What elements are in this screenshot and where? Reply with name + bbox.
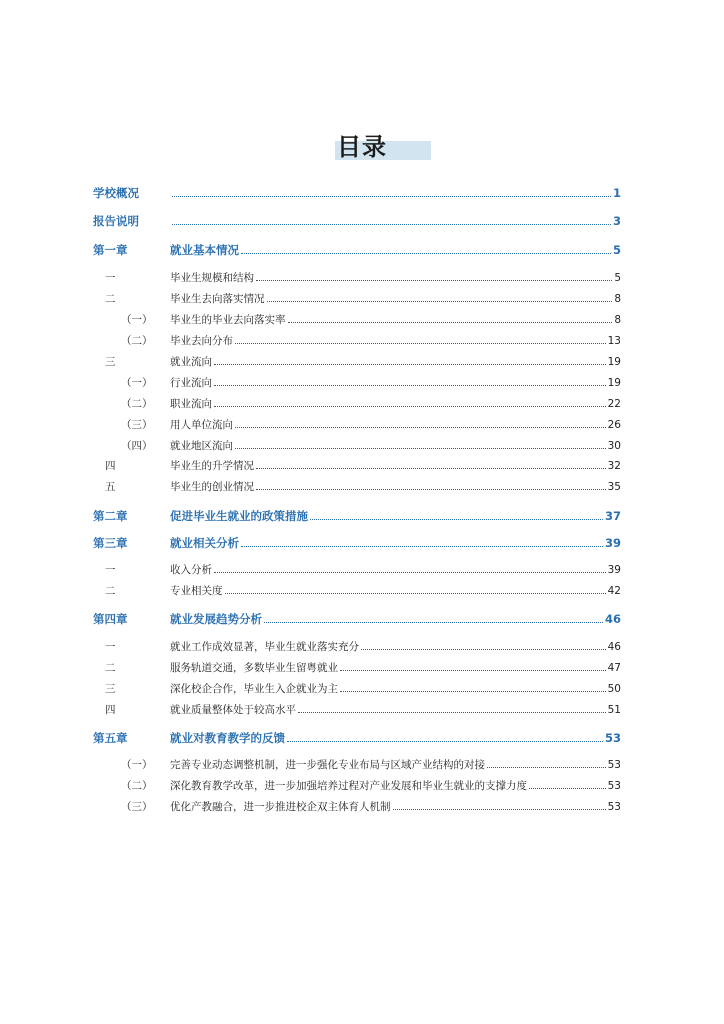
- toc-entry-title: 毕业去向分布: [170, 335, 233, 347]
- toc-entry-number: 五: [105, 481, 116, 493]
- toc-page-number: 53: [607, 780, 621, 792]
- dot-leader: [288, 311, 613, 323]
- dot-leader: [256, 478, 606, 490]
- toc-page-number: 32: [607, 460, 621, 472]
- toc-entry-line: [170, 680, 621, 698]
- dot-leader: [241, 535, 603, 547]
- toc-entry[interactable]: [93, 478, 621, 496]
- toc-page-number: 46: [604, 612, 621, 626]
- toc-entry[interactable]: [93, 184, 621, 202]
- toc-entry[interactable]: [93, 290, 621, 308]
- toc-entry-line: [170, 638, 621, 656]
- toc-entry-line: [170, 561, 621, 579]
- toc-entry-number: （一）: [121, 377, 153, 389]
- toc-page-number: 30: [607, 440, 621, 452]
- toc-page-number: 46: [607, 641, 621, 653]
- toc-entry[interactable]: [93, 395, 621, 413]
- toc-entry-number: 第四章: [93, 612, 128, 626]
- toc-page-number: 19: [607, 356, 621, 368]
- toc-page-number: 26: [607, 419, 621, 431]
- toc-entry-title: 就业对教育教学的反馈: [170, 731, 285, 745]
- toc-entry-number: 二: [105, 585, 116, 597]
- toc-entry-title: 深化校企合作，毕业生入企就业为主: [170, 683, 338, 695]
- toc-page-number: 35: [607, 481, 621, 493]
- toc-entry-number: （二）: [121, 335, 153, 347]
- toc-entry-line: [170, 610, 621, 628]
- toc-entry-number: 一: [105, 641, 116, 653]
- toc-entry-number: 第三章: [93, 536, 128, 550]
- toc-entry[interactable]: [93, 561, 621, 579]
- toc-page-number: 8: [614, 314, 621, 326]
- toc-entry[interactable]: [93, 659, 621, 677]
- toc-entry[interactable]: [93, 241, 621, 259]
- toc-entry-line: [170, 701, 621, 719]
- toc-entry-number: 第一章: [93, 243, 128, 257]
- toc-entry[interactable]: [93, 374, 621, 392]
- dot-leader: [393, 798, 606, 810]
- toc-entry-title: 完善专业动态调整机制，进一步强化专业布局与区域产业结构的对接: [170, 759, 485, 771]
- toc-entry-number: 二: [105, 662, 116, 674]
- toc-entry-title: 促进毕业生就业的政策措施: [170, 509, 308, 523]
- toc-page-number: 22: [607, 398, 621, 410]
- toc-page-number: 53: [607, 801, 621, 813]
- toc-entry-title: 就业发展趋势分析: [170, 612, 262, 626]
- dot-leader: [172, 213, 611, 225]
- toc-entry-number: （四）: [121, 440, 153, 452]
- toc-entry-title: 毕业生规模和结构: [170, 272, 254, 284]
- toc-page-number: 53: [607, 759, 621, 771]
- toc-entry-line: [170, 353, 621, 371]
- toc-entry-title: 收入分析: [170, 564, 212, 576]
- dot-leader: [298, 701, 606, 713]
- toc-entry-line: [170, 582, 621, 600]
- dot-leader: [256, 269, 612, 281]
- toc-entry-number: （二）: [121, 780, 153, 792]
- toc-entry[interactable]: [93, 610, 621, 628]
- toc-page-number: 47: [607, 662, 621, 674]
- toc-page-number: 5: [612, 243, 621, 257]
- toc-entry-title: 职业流向: [170, 398, 212, 410]
- toc-entry[interactable]: [93, 777, 621, 795]
- toc-page-number: 13: [607, 335, 621, 347]
- dot-leader: [235, 332, 606, 344]
- toc-entry[interactable]: [93, 311, 621, 329]
- toc-entry-title: 毕业生去向落实情况: [170, 293, 265, 305]
- toc-entry-number: 报告说明: [93, 214, 139, 228]
- toc-page-number: 19: [607, 377, 621, 389]
- toc-entry-number: 一: [105, 272, 116, 284]
- toc-entry[interactable]: [93, 729, 621, 747]
- toc-page-number: 3: [612, 214, 621, 228]
- toc-page-number: 37: [604, 509, 621, 523]
- toc-entry-number: 二: [105, 293, 116, 305]
- toc-entry[interactable]: [93, 332, 621, 350]
- toc-entry-title: 毕业生的升学情况: [170, 460, 254, 472]
- toc-entry[interactable]: [93, 416, 621, 434]
- dot-leader: [235, 416, 606, 428]
- toc-entry-title: 用人单位流向: [170, 419, 233, 431]
- dot-leader: [340, 680, 606, 692]
- toc-entry-number: 三: [105, 683, 116, 695]
- toc-page-number: 53: [604, 731, 621, 745]
- toc-entry[interactable]: [93, 701, 621, 719]
- toc-entry-number: 学校概况: [93, 186, 139, 200]
- toc-entry-line: [170, 184, 621, 202]
- toc-entry-number: （一）: [121, 314, 153, 326]
- toc-entry[interactable]: [93, 457, 621, 475]
- toc-entry-title: 服务轨道交通，多数毕业生留粤就业: [170, 662, 338, 674]
- dot-leader: [267, 290, 613, 302]
- toc-entry-line: [170, 212, 621, 230]
- dot-leader: [241, 242, 611, 254]
- toc-entry[interactable]: [93, 798, 621, 816]
- dot-leader: [340, 659, 606, 671]
- toc-entry-line: [170, 457, 621, 475]
- toc-entry-line: [170, 729, 621, 747]
- toc-page-number: 50: [607, 683, 621, 695]
- toc-entry-line: [170, 374, 621, 392]
- toc-entry-title: 行业流向: [170, 377, 212, 389]
- dot-leader: [235, 437, 606, 449]
- toc-page-number: 51: [607, 704, 621, 716]
- toc-entry-line: [170, 437, 621, 455]
- toc-entry-title: 专业相关度: [170, 585, 223, 597]
- toc-entry-number: 第二章: [93, 509, 128, 523]
- toc-entry-line: [170, 534, 621, 552]
- toc-entry-line: [170, 395, 621, 413]
- dot-leader: [214, 561, 606, 573]
- toc-entry-line: [170, 311, 621, 329]
- toc-entry-title: 就业地区流向: [170, 440, 233, 452]
- toc-entry-number: （三）: [121, 419, 153, 431]
- dot-leader: [214, 395, 606, 407]
- dot-leader: [361, 638, 606, 650]
- toc-entry-title: 就业质量整体处于较高水平: [170, 704, 296, 716]
- toc-entry-line: [170, 777, 621, 795]
- toc-entry-line: [170, 332, 621, 350]
- toc-entry[interactable]: [93, 507, 621, 525]
- toc-entry-line: [170, 290, 621, 308]
- toc-entry-line: [170, 269, 621, 287]
- toc-entry-line: [170, 241, 621, 259]
- dot-leader: [214, 353, 606, 365]
- toc-page-number: 42: [607, 585, 621, 597]
- toc-entry[interactable]: [93, 212, 621, 230]
- toc-entry-number: 第五章: [93, 731, 128, 745]
- toc-entry-line: [170, 756, 621, 774]
- dot-leader: [264, 611, 603, 623]
- toc-entry-title: 就业流向: [170, 356, 212, 368]
- dot-leader: [287, 730, 603, 742]
- toc-entry-line: [170, 478, 621, 496]
- dot-leader: [529, 777, 606, 789]
- toc-page-number: 39: [607, 564, 621, 576]
- toc-entry-number: （一）: [121, 759, 153, 771]
- toc-page-number: 5: [614, 272, 621, 284]
- dot-leader: [172, 185, 611, 197]
- toc-entry-line: [170, 507, 621, 525]
- toc-entry-title: 毕业生的创业情况: [170, 481, 254, 493]
- toc-entry-line: [170, 798, 621, 816]
- toc-entry-title: 就业基本情况: [170, 243, 239, 257]
- dot-leader: [225, 582, 606, 594]
- toc-entry-number: 三: [105, 356, 116, 368]
- toc-entry[interactable]: [93, 680, 621, 698]
- dot-leader: [487, 756, 606, 768]
- toc-page-number: 1: [612, 186, 621, 200]
- dot-leader: [310, 508, 603, 520]
- toc-entry-title: 就业相关分析: [170, 536, 239, 550]
- toc-entry[interactable]: [93, 582, 621, 600]
- toc-page-number: 39: [604, 536, 621, 550]
- toc-entry-number: 一: [105, 564, 116, 576]
- toc-entry-title: 深化教育教学改革，进一步加强培养过程对产业发展和毕业生就业的支撑力度: [170, 780, 527, 792]
- toc-page-number: 8: [614, 293, 621, 305]
- toc-entry[interactable]: [93, 534, 621, 552]
- page-title: 目录: [337, 133, 387, 161]
- toc-entry[interactable]: [93, 269, 621, 287]
- toc-entry-number: （二）: [121, 398, 153, 410]
- toc-entry[interactable]: [93, 353, 621, 371]
- dot-leader: [214, 374, 606, 386]
- toc-entry[interactable]: [93, 638, 621, 656]
- toc-entry[interactable]: [93, 437, 621, 455]
- dot-leader: [256, 457, 606, 469]
- toc-entry-line: [170, 659, 621, 677]
- toc-entry-title: 毕业生的毕业去向落实率: [170, 314, 286, 326]
- toc-entry-title: 优化产教融合，进一步推进校企双主体育人机制: [170, 801, 391, 813]
- toc-entry-line: [170, 416, 621, 434]
- toc-entry[interactable]: [93, 756, 621, 774]
- toc-entry-number: （三）: [121, 801, 153, 813]
- toc-entry-title: 就业工作成效显著，毕业生就业落实充分: [170, 641, 359, 653]
- toc-entry-number: 四: [105, 704, 116, 716]
- toc-entry-number: 四: [105, 460, 116, 472]
